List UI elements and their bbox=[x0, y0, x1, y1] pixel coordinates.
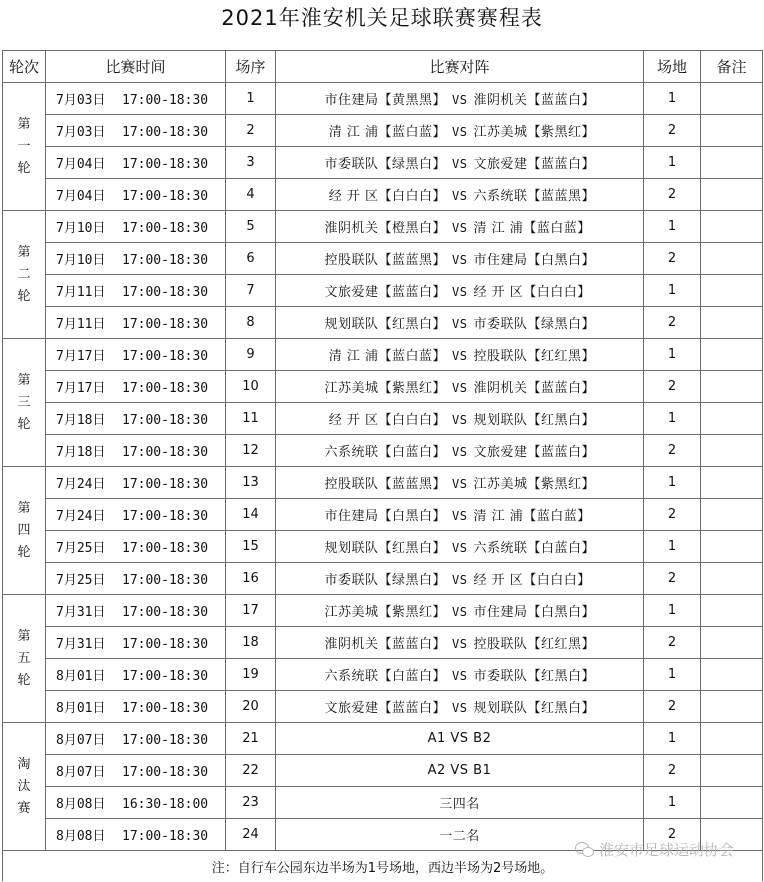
match-hours: 17:00-18:30 bbox=[122, 157, 209, 172]
vs-label: VS bbox=[452, 477, 468, 491]
match-fixture bbox=[276, 83, 644, 115]
home-team: 六系统联【白蓝白】 bbox=[324, 669, 446, 684]
home-team: 市委联队【绿黑白】 bbox=[324, 157, 446, 172]
table-row bbox=[3, 659, 763, 691]
match-date: 7月25日 bbox=[56, 573, 106, 588]
match-remark bbox=[701, 435, 763, 467]
match-order: 13 bbox=[226, 467, 276, 499]
away-team: 六系统联【白蓝白】 bbox=[473, 541, 595, 556]
round-label bbox=[3, 339, 46, 467]
match-time bbox=[46, 371, 226, 403]
home-team: 淮阴机关【橙黑白】 bbox=[324, 221, 446, 236]
table-row bbox=[3, 595, 763, 627]
table-row bbox=[3, 403, 763, 435]
match-hours: 17:00-18:30 bbox=[122, 605, 209, 620]
match-order: 5 bbox=[226, 211, 276, 243]
table-row bbox=[3, 435, 763, 467]
home-team: 经 开 区【白白白】 bbox=[328, 189, 446, 204]
vs-label: VS bbox=[452, 349, 468, 363]
vs-label: VS bbox=[452, 701, 468, 715]
match-remark bbox=[701, 115, 763, 147]
home-team: 六系统联【白蓝白】 bbox=[324, 445, 446, 460]
match-venue: 2 bbox=[644, 691, 701, 723]
round-label-text: 第二轮 bbox=[17, 244, 31, 304]
match-date: 8月01日 bbox=[56, 669, 106, 684]
watermark-text: 淮安市足球运动协会 bbox=[598, 840, 734, 859]
match-venue: 2 bbox=[644, 627, 701, 659]
home-team: 文旅爱建【蓝蓝白】 bbox=[324, 701, 446, 716]
match-fixture bbox=[276, 659, 644, 691]
match-time bbox=[46, 467, 226, 499]
schedule-table bbox=[2, 50, 763, 881]
match-venue: 1 bbox=[644, 275, 701, 307]
table-row bbox=[3, 467, 763, 499]
match-fixture bbox=[276, 627, 644, 659]
match-venue: 2 bbox=[644, 307, 701, 339]
match-fixture bbox=[276, 115, 644, 147]
match-order: 24 bbox=[226, 819, 276, 851]
match-time bbox=[46, 435, 226, 467]
match-time bbox=[46, 627, 226, 659]
away-team: 淮阴机关【蓝蓝白】 bbox=[473, 93, 595, 108]
match-date: 7月31日 bbox=[56, 605, 106, 620]
match-time bbox=[46, 595, 226, 627]
match-date: 8月01日 bbox=[56, 701, 106, 716]
match-date: 7月03日 bbox=[56, 125, 106, 140]
match-order: 6 bbox=[226, 243, 276, 275]
match-venue: 1 bbox=[644, 403, 701, 435]
match-remark bbox=[701, 755, 763, 787]
match-fixture bbox=[276, 435, 644, 467]
away-team: 规划联队【红黑白】 bbox=[473, 701, 595, 716]
match-fixture: 一二名 bbox=[276, 819, 644, 851]
table-row bbox=[3, 179, 763, 211]
vs-label: VS bbox=[452, 157, 468, 171]
match-hours: 17:00-18:30 bbox=[122, 285, 209, 300]
home-team: 江苏美城【紫黑红】 bbox=[324, 605, 446, 620]
vs-label: VS bbox=[452, 189, 468, 203]
match-fixture: A2 VS B1 bbox=[276, 755, 644, 787]
match-time bbox=[46, 531, 226, 563]
page-title: 2021年淮安机关足球联赛赛程表 bbox=[221, 6, 543, 30]
match-venue: 1 bbox=[644, 595, 701, 627]
match-date: 7月10日 bbox=[56, 221, 106, 236]
vs-label: VS bbox=[452, 605, 468, 619]
home-team: 文旅爱建【蓝蓝白】 bbox=[324, 285, 446, 300]
match-remark bbox=[701, 403, 763, 435]
match-order: 17 bbox=[226, 595, 276, 627]
match-hours: 17:00-18:30 bbox=[122, 349, 209, 364]
match-venue: 2 bbox=[644, 371, 701, 403]
match-venue: 2 bbox=[644, 755, 701, 787]
match-time bbox=[46, 819, 226, 851]
match-date: 7月17日 bbox=[56, 349, 106, 364]
match-date: 7月25日 bbox=[56, 541, 106, 556]
match-remark bbox=[701, 275, 763, 307]
round-label bbox=[3, 83, 46, 211]
match-fixture bbox=[276, 243, 644, 275]
header-remark: 备注 bbox=[701, 51, 763, 83]
match-order: 18 bbox=[226, 627, 276, 659]
match-order: 23 bbox=[226, 787, 276, 819]
header-row bbox=[3, 51, 763, 83]
header-venue: 场地 bbox=[644, 51, 701, 83]
match-fixture bbox=[276, 211, 644, 243]
match-time bbox=[46, 787, 226, 819]
match-order: 7 bbox=[226, 275, 276, 307]
match-hours: 17:00-18:30 bbox=[122, 381, 209, 396]
match-remark bbox=[701, 627, 763, 659]
match-hours: 17:00-18:30 bbox=[122, 317, 209, 332]
match-venue: 1 bbox=[644, 467, 701, 499]
header-match: 比赛对阵 bbox=[276, 51, 644, 83]
match-remark bbox=[701, 595, 763, 627]
round-label bbox=[3, 595, 46, 723]
table-row bbox=[3, 755, 763, 787]
match-fixture bbox=[276, 275, 644, 307]
match-order: 16 bbox=[226, 563, 276, 595]
match-date: 7月10日 bbox=[56, 253, 106, 268]
match-venue: 2 bbox=[644, 563, 701, 595]
match-fixture bbox=[276, 563, 644, 595]
vs-label: VS bbox=[452, 445, 468, 459]
match-venue: 1 bbox=[644, 723, 701, 755]
away-team: 规划联队【红黑白】 bbox=[473, 413, 595, 428]
match-hours: 16:30-18:00 bbox=[122, 797, 209, 812]
match-order: 1 bbox=[226, 83, 276, 115]
match-time bbox=[46, 403, 226, 435]
match-hours: 17:00-18:30 bbox=[122, 509, 209, 524]
match-hours: 17:00-18:30 bbox=[122, 189, 209, 204]
match-time bbox=[46, 115, 226, 147]
home-team: 控股联队【蓝蓝黑】 bbox=[324, 253, 446, 268]
match-hours: 17:00-18:30 bbox=[122, 125, 209, 140]
match-fixture bbox=[276, 179, 644, 211]
away-team: 文旅爱建【蓝蓝白】 bbox=[473, 445, 595, 460]
match-remark bbox=[701, 531, 763, 563]
match-hours: 17:00-18:30 bbox=[122, 573, 209, 588]
away-team: 控股联队【红红黑】 bbox=[473, 637, 595, 652]
match-remark bbox=[701, 307, 763, 339]
vs-label: VS bbox=[452, 541, 468, 555]
match-remark bbox=[701, 659, 763, 691]
match-hours: 17:00-18:30 bbox=[122, 445, 209, 460]
match-order: 2 bbox=[226, 115, 276, 147]
away-team: 市委联队【绿黑白】 bbox=[473, 317, 595, 332]
away-team: 经 开 区【白白白】 bbox=[473, 573, 591, 588]
match-order: 11 bbox=[226, 403, 276, 435]
match-hours: 17:00-18:30 bbox=[122, 701, 209, 716]
match-hours: 17:00-18:30 bbox=[122, 637, 209, 652]
away-team: 清 江 浦【蓝白蓝】 bbox=[473, 509, 591, 524]
match-venue: 2 bbox=[644, 243, 701, 275]
header-round: 轮次 bbox=[3, 51, 46, 83]
match-date: 7月24日 bbox=[56, 477, 106, 492]
match-time bbox=[46, 211, 226, 243]
away-team: 控股联队【红红黑】 bbox=[473, 349, 595, 364]
away-team: 市委联队【红黑白】 bbox=[473, 669, 595, 684]
table-row bbox=[3, 243, 763, 275]
match-remark bbox=[701, 179, 763, 211]
match-fixture bbox=[276, 467, 644, 499]
match-remark bbox=[701, 467, 763, 499]
table-row bbox=[3, 531, 763, 563]
match-fixture bbox=[276, 531, 644, 563]
match-venue: 2 bbox=[644, 179, 701, 211]
away-team: 经 开 区【白白白】 bbox=[473, 285, 591, 300]
match-date: 7月17日 bbox=[56, 381, 106, 396]
match-date: 8月07日 bbox=[56, 765, 106, 780]
match-fixture bbox=[276, 307, 644, 339]
vs-label: VS bbox=[452, 573, 468, 587]
match-time bbox=[46, 147, 226, 179]
watermark bbox=[575, 837, 734, 861]
match-fixture: A1 VS B2 bbox=[276, 723, 644, 755]
home-team: 清 江 浦【蓝白蓝】 bbox=[328, 349, 446, 364]
table-row bbox=[3, 339, 763, 371]
match-order: 12 bbox=[226, 435, 276, 467]
match-fixture bbox=[276, 691, 644, 723]
match-hours: 17:00-18:30 bbox=[122, 413, 209, 428]
match-order: 15 bbox=[226, 531, 276, 563]
match-remark bbox=[701, 339, 763, 371]
match-remark bbox=[701, 83, 763, 115]
table-row bbox=[3, 499, 763, 531]
match-hours: 17:00-18:30 bbox=[122, 93, 209, 108]
round-label bbox=[3, 211, 46, 339]
table-row bbox=[3, 563, 763, 595]
match-time bbox=[46, 275, 226, 307]
match-hours: 17:00-18:30 bbox=[122, 253, 209, 268]
empty-row bbox=[0, 36, 764, 50]
match-date: 8月07日 bbox=[56, 733, 106, 748]
match-remark bbox=[701, 371, 763, 403]
vs-label: VS bbox=[452, 669, 468, 683]
match-time bbox=[46, 499, 226, 531]
match-venue: 2 bbox=[644, 115, 701, 147]
match-date: 7月31日 bbox=[56, 637, 106, 652]
match-venue: 2 bbox=[644, 499, 701, 531]
match-date: 7月11日 bbox=[56, 285, 106, 300]
round-label-text: 第一轮 bbox=[17, 116, 31, 176]
match-venue: 1 bbox=[644, 339, 701, 371]
match-date: 7月11日 bbox=[56, 317, 106, 332]
match-venue: 2 bbox=[644, 819, 701, 851]
round-label bbox=[3, 467, 46, 595]
wechat-icon bbox=[575, 841, 595, 857]
match-venue: 2 bbox=[644, 435, 701, 467]
match-hours: 17:00-18:30 bbox=[122, 829, 209, 844]
home-team: 淮阴机关【蓝蓝白】 bbox=[324, 637, 446, 652]
table-row bbox=[3, 115, 763, 147]
match-remark bbox=[701, 243, 763, 275]
match-order: 14 bbox=[226, 499, 276, 531]
match-time bbox=[46, 179, 226, 211]
home-team: 市住建局【黄黑黑】 bbox=[324, 93, 446, 108]
away-team: 市住建局【白黑白】 bbox=[473, 253, 595, 268]
away-team: 六系统联【蓝蓝黑】 bbox=[473, 189, 595, 204]
table-row bbox=[3, 275, 763, 307]
match-hours: 17:00-18:30 bbox=[122, 765, 209, 780]
match-venue: 1 bbox=[644, 531, 701, 563]
header-time: 比赛时间 bbox=[46, 51, 226, 83]
match-fixture: 三四名 bbox=[276, 787, 644, 819]
table-row bbox=[3, 787, 763, 819]
table-row bbox=[3, 371, 763, 403]
match-date: 7月04日 bbox=[56, 157, 106, 172]
match-order: 21 bbox=[226, 723, 276, 755]
match-fixture bbox=[276, 595, 644, 627]
match-time bbox=[46, 755, 226, 787]
home-team: 江苏美城【紫黑红】 bbox=[324, 381, 446, 396]
match-hours: 17:00-18:30 bbox=[122, 669, 209, 684]
vs-label: VS bbox=[452, 381, 468, 395]
match-time bbox=[46, 307, 226, 339]
match-date: 7月18日 bbox=[56, 445, 106, 460]
match-time bbox=[46, 83, 226, 115]
match-date: 8月08日 bbox=[56, 829, 106, 844]
match-order: 19 bbox=[226, 659, 276, 691]
match-date: 7月04日 bbox=[56, 189, 106, 204]
home-team: 市委联队【绿黑白】 bbox=[324, 573, 446, 588]
match-fixture bbox=[276, 339, 644, 371]
home-team: 控股联队【蓝蓝黑】 bbox=[324, 477, 446, 492]
match-fixture bbox=[276, 403, 644, 435]
match-remark bbox=[701, 147, 763, 179]
match-date: 8月08日 bbox=[56, 797, 106, 812]
vs-label: VS bbox=[452, 413, 468, 427]
vs-label: VS bbox=[452, 285, 468, 299]
match-time bbox=[46, 339, 226, 371]
match-time bbox=[46, 691, 226, 723]
home-team: 规划联队【红黑白】 bbox=[324, 541, 446, 556]
match-time bbox=[46, 659, 226, 691]
home-team: 规划联队【红黑白】 bbox=[324, 317, 446, 332]
away-team: 文旅爱建【蓝蓝白】 bbox=[473, 157, 595, 172]
match-date: 7月24日 bbox=[56, 509, 106, 524]
header-order: 场序 bbox=[226, 51, 276, 83]
match-remark bbox=[701, 211, 763, 243]
table-row bbox=[3, 627, 763, 659]
round-label-text: 淘汰赛 bbox=[17, 756, 31, 816]
match-time bbox=[46, 243, 226, 275]
match-order: 9 bbox=[226, 339, 276, 371]
away-team: 江苏美城【紫黑红】 bbox=[473, 125, 595, 140]
match-hours: 17:00-18:30 bbox=[122, 541, 209, 556]
match-order: 8 bbox=[226, 307, 276, 339]
match-fixture bbox=[276, 371, 644, 403]
home-team: 清 江 浦【蓝白蓝】 bbox=[328, 125, 446, 140]
away-team: 淮阴机关【蓝蓝白】 bbox=[473, 381, 595, 396]
match-date: 7月18日 bbox=[56, 413, 106, 428]
match-order: 10 bbox=[226, 371, 276, 403]
vs-label: VS bbox=[452, 93, 468, 107]
match-venue: 1 bbox=[644, 147, 701, 179]
match-time bbox=[46, 723, 226, 755]
round-label-text: 第三轮 bbox=[17, 372, 31, 432]
away-team: 清 江 浦【蓝白蓝】 bbox=[473, 221, 591, 236]
home-team: 市住建局【白黑白】 bbox=[324, 509, 446, 524]
match-remark bbox=[701, 723, 763, 755]
round-label bbox=[3, 723, 46, 851]
match-date: 7月03日 bbox=[56, 93, 106, 108]
match-venue: 1 bbox=[644, 659, 701, 691]
table-row bbox=[3, 691, 763, 723]
match-time bbox=[46, 563, 226, 595]
match-remark bbox=[701, 499, 763, 531]
match-venue: 1 bbox=[644, 211, 701, 243]
table-row bbox=[3, 211, 763, 243]
round-label-text: 第五轮 bbox=[17, 628, 31, 688]
match-remark bbox=[701, 691, 763, 723]
vs-label: VS bbox=[452, 317, 468, 331]
vs-label: VS bbox=[452, 253, 468, 267]
match-fixture bbox=[276, 499, 644, 531]
match-order: 4 bbox=[226, 179, 276, 211]
away-team: 市住建局【白黑白】 bbox=[473, 605, 595, 620]
match-order: 3 bbox=[226, 147, 276, 179]
match-order: 22 bbox=[226, 755, 276, 787]
match-hours: 17:00-18:30 bbox=[122, 477, 209, 492]
table-row bbox=[3, 83, 763, 115]
vs-label: VS bbox=[452, 509, 468, 523]
match-fixture bbox=[276, 147, 644, 179]
match-remark bbox=[701, 563, 763, 595]
vs-label: VS bbox=[452, 221, 468, 235]
table-row bbox=[3, 147, 763, 179]
vs-label: VS bbox=[452, 125, 468, 139]
match-hours: 17:00-18:30 bbox=[122, 221, 209, 236]
vs-label: VS bbox=[452, 637, 468, 651]
match-hours: 17:00-18:30 bbox=[122, 733, 209, 748]
match-venue: 1 bbox=[644, 83, 701, 115]
table-row bbox=[3, 723, 763, 755]
round-label-text: 第四轮 bbox=[17, 500, 31, 560]
match-venue: 1 bbox=[644, 787, 701, 819]
match-remark bbox=[701, 787, 763, 819]
footer-note: 注：自行车公园东边半场为1号场地，西边半场为2号场地。 bbox=[3, 851, 763, 882]
table-row bbox=[3, 307, 763, 339]
home-team: 经 开 区【白白白】 bbox=[328, 413, 446, 428]
away-team: 江苏美城【紫黑红】 bbox=[473, 477, 595, 492]
match-order: 20 bbox=[226, 691, 276, 723]
